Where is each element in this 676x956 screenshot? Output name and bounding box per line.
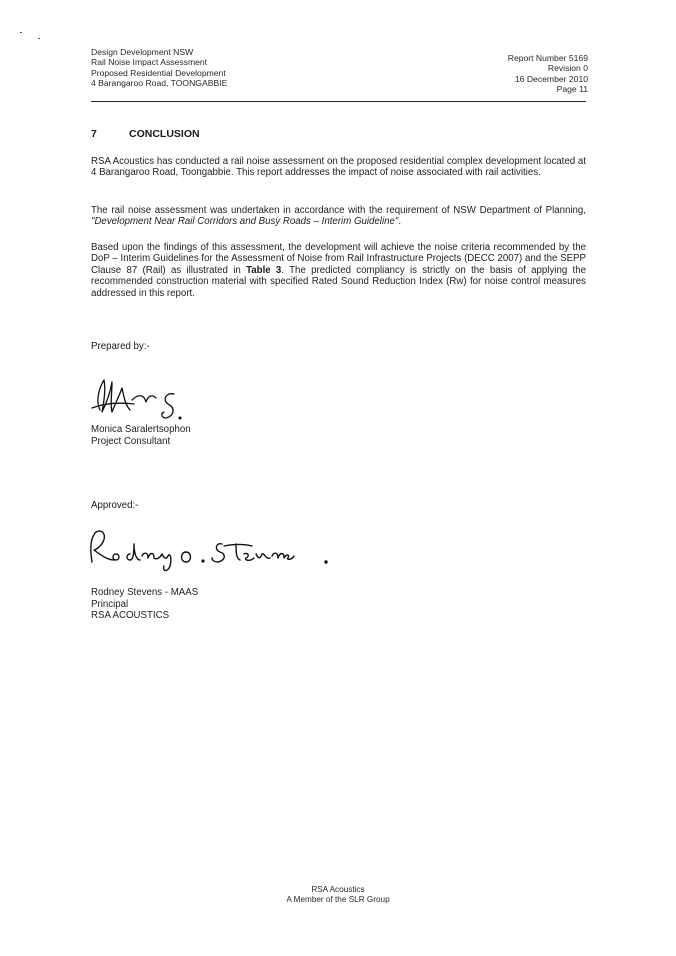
consultant-block [91,424,191,447]
footer-group: A Member of the SLR Group [286,895,390,904]
section-number: 7 [91,128,97,140]
section-title: CONCLUSION [129,128,200,140]
paragraph-3-end: . The predicted compliancy is strictly on the basis of applying the recommended construction material with specified Rated Sound Reduction Index (Rw) for noise control measures addressed in this report. [91,264,586,299]
company-name: RSA ACOUSTICS [91,610,170,622]
paragraph-2-text: The rail noise assessment was undertaken in accordance with the requirement of NSW Department of Planning, [91,205,586,216]
revision: Revision 0 [547,63,588,74]
header-report-type: Rail Noise Impact Assessment [91,57,208,68]
table-reference: Table 3 [246,264,282,276]
principal-name: Rodney Stevens - MAAS [91,587,199,598]
report-number: Report Number 5169 [507,53,588,63]
page-footer [0,885,676,905]
paragraph-2-end: . [398,216,402,228]
scan-mark [38,38,40,39]
header-project: Proposed Residential Development [91,67,226,78]
prepared-by-label: Prepared by:- [91,341,150,352]
consultant-signature [86,372,186,424]
paragraph-1: RSA Acoustics has conducted a rail noise assessment on the proposed residential complex development located at 4 Barangaroo Road, Toongabbie. This report addresses the impact of noise associated with rail activities. [91,156,586,179]
header-address: 4 Barangaroo Road, TOONGABBIE [91,78,228,89]
header-divider [91,101,586,102]
paragraph-3 [91,242,586,299]
page-number: Page 11 [556,84,588,95]
footer-company: RSA Acoustics [311,885,365,894]
approved-label: Approved:- [91,500,139,511]
paragraph-3-text: Based upon the findings of this assessment, the development will achieve the noise criteria recommended by the DoP – Interim Guidelines for the Assessment of Noise from Rail Infrastructure Projects (DECC 2007) and the SEPP Clause 87 (Rail) as illustrated in [91,242,586,276]
report-date: 16 December 2010 [514,73,588,84]
header-right [508,53,588,95]
principal-role: Principal [91,598,129,610]
paragraph-2 [91,205,586,228]
guideline-title: "Development Near Rail Corridors and Busy Roads – Interim Guideline" [91,216,399,228]
consultant-role: Project Consultant [91,435,171,447]
scan-mark [20,32,22,33]
consultant-name: Monica Saralertsophon [91,424,191,435]
section-heading [91,128,200,140]
principal-signature [86,524,346,574]
principal-block [91,587,198,622]
header-left [91,47,227,89]
header-client: Design Development NSW [91,47,194,57]
